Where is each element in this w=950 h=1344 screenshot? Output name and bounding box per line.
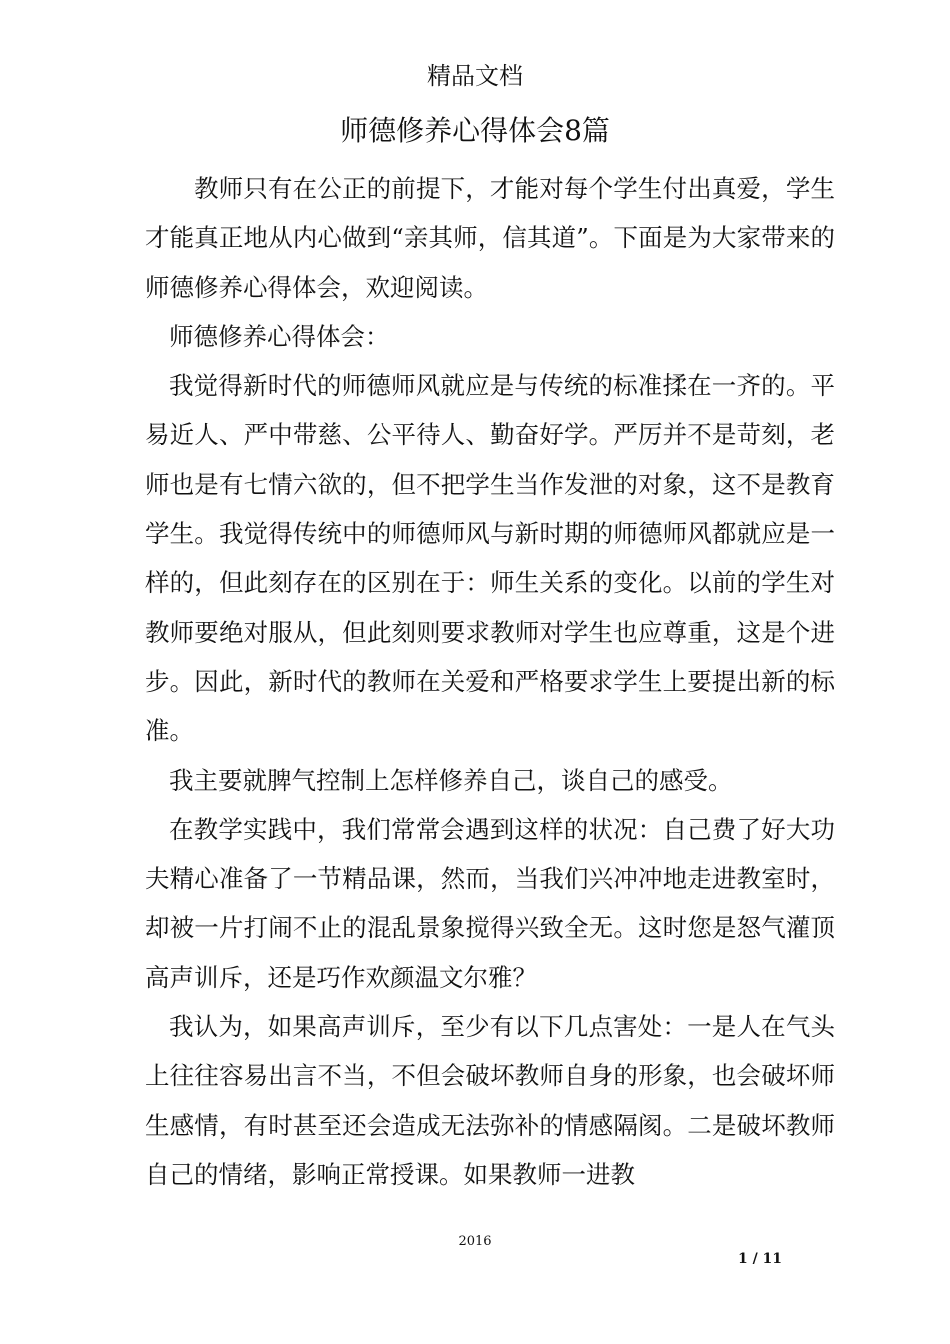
footer-year: 2016 bbox=[458, 1234, 492, 1249]
paragraph-subheading: 师德修养心得体会： bbox=[169, 321, 390, 351]
paragraph: 我主要就脾气控制上怎样修养自己，谈自己的感受。 bbox=[169, 765, 733, 795]
paragraph: 我觉得新时代的师德师风就应是与传统的标准揉在一齐的。平易近人、严中带慈、公平待人、勤奋好学。严厉并不是苛刻，老师也是有七情六欲的，但不把学生当作发泄的对象，这不是教育学生。我觉得传统中的师德师风与新时期的师德师风都就应是一样的，但此刻存在的区别在于：师生关系的变化。以前的学生对教师要绝对服从，但此刻则要求教师对学生也应尊重，这是个进步。因此，新时代的教师在关爱和严格要求学生上要提出新的标准。 bbox=[145, 371, 835, 746]
paragraph-intro: 教师只有在公正的前提下，才能对每个学生付出真爱，学生才能真正地从内心做到“亲其师，信其道”。下面是为大家带来的师德修养心得体会，欢迎阅读。 bbox=[145, 174, 835, 302]
page-number: 1 / 11 bbox=[737, 1251, 783, 1267]
document-body bbox=[145, 164, 835, 1199]
paragraph: 我认为，如果高声训斥，至少有以下几点害处：一是人在气头上往往容易出言不当，不但会破坏教师自身的形象，也会破坏师生感情，有时甚至还会造成无法弥补的情感隔阂。二是破坏教师自己的情绪，影响正常授课。如果教师一进教 bbox=[145, 1012, 835, 1189]
page-header: 精品文档 bbox=[427, 62, 523, 90]
document-title: 师德修养心得体会8篇 bbox=[340, 114, 610, 147]
paragraph: 在教学实践中，我们常常会遇到这样的状况：自己费了好大功夫精心准备了一节精品课，然而，当我们兴冲冲地走进教室时，却被一片打闹不止的混乱景象搅得兴致全无。这时您是怒气灌顶高声训斥，还是巧作欢颜温文尔雅？ bbox=[145, 814, 835, 992]
